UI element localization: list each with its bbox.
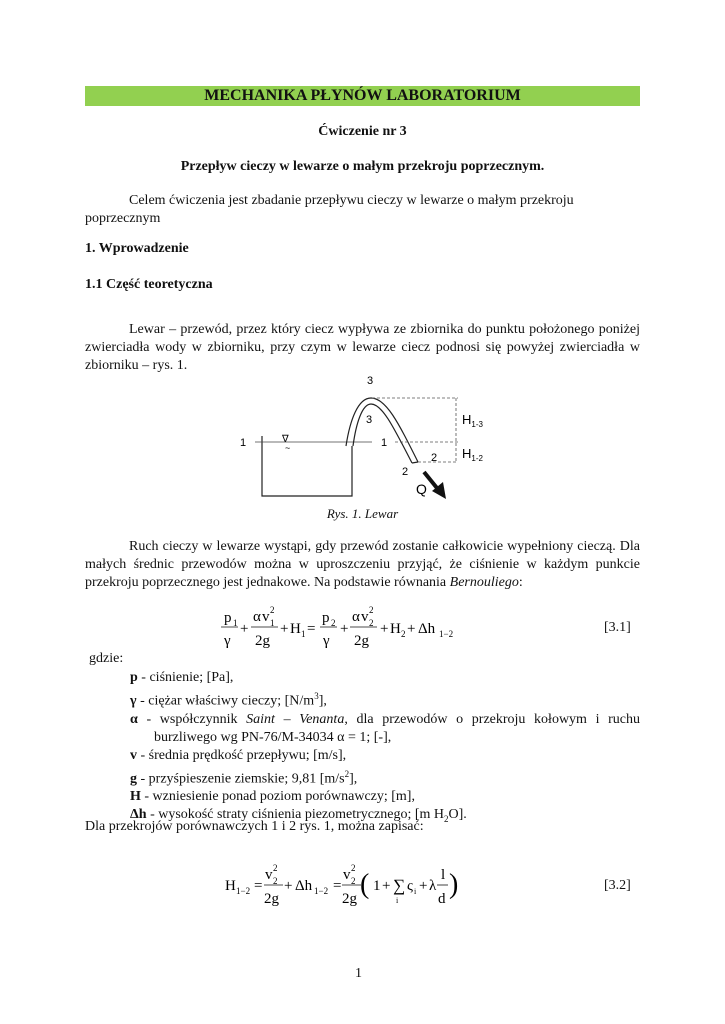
- svg-text:γ: γ: [224, 633, 231, 649]
- svg-text:H: H: [225, 878, 236, 894]
- svg-text:2: 2: [369, 618, 374, 628]
- page-number: 1: [355, 966, 362, 981]
- tank-outline: [262, 436, 352, 496]
- svg-text:2: 2: [270, 605, 275, 615]
- svg-text:2: 2: [369, 605, 374, 615]
- definition-g: g - przyśpieszenie ziemskie; 9,81 $[m/s^2]$,: [130, 768, 358, 787]
- definition-alpha: α - współczynnik Saint – Venanta, dla przewodów o przekroju kołowym i ruchu burzliwego wg PN-76/M-34034 α = 1; [-],: [130, 711, 640, 745]
- svg-text:2: 2: [331, 618, 336, 628]
- svg-text:+: +: [380, 621, 389, 637]
- symbol-definitions: [130, 669, 640, 828]
- svg-text:λ: λ: [429, 878, 437, 894]
- label-section-1-right: 1: [381, 437, 388, 449]
- intro-paragraph: Celem ćwiczenia jest zbadanie przepływu cieczy w lewarze o małym przekroju poprzecznym: [85, 193, 574, 226]
- svg-text:α: α: [352, 609, 360, 625]
- svg-text:2: 2: [273, 876, 278, 886]
- label-section-3-mid: 3: [366, 414, 373, 426]
- exercise-title: Przepływ cieczy w lewarze o małym przekroju poprzecznym.: [180, 159, 545, 174]
- equation-3-2-number: [3.2]: [604, 878, 631, 893]
- svg-text:+: +: [280, 621, 289, 637]
- svg-text:=: =: [254, 878, 263, 894]
- label-section-1-left: 1: [240, 437, 247, 449]
- svg-text:1: 1: [301, 629, 306, 639]
- svg-text:2: 2: [401, 629, 406, 639]
- svg-text:v: v: [361, 609, 369, 625]
- section-1-1-heading: 1.1 Część teoretyczna: [85, 277, 213, 292]
- svg-text:2g: 2g: [342, 891, 357, 907]
- svg-text:1−2: 1−2: [439, 629, 454, 639]
- svg-text:p: p: [224, 610, 232, 626]
- svg-text:1−2: 1−2: [314, 886, 329, 896]
- label-section-2-a: 2: [431, 452, 438, 464]
- svg-text:v: v: [262, 609, 270, 625]
- svg-text:2g: 2g: [255, 633, 270, 649]
- svg-text:): ): [449, 869, 459, 900]
- water-wave-icon: ~: [285, 443, 291, 453]
- label-section-3-top: 3: [367, 375, 374, 387]
- svg-text:+: +: [407, 621, 416, 637]
- exercise-number: Ćwiczenie nr 3: [318, 124, 407, 139]
- definition-p: p - ciśnienie; [Pa],: [130, 670, 234, 685]
- comparison-paragraph: Dla przekrojów porównawczych 1 i 2 rys. 1, można zapisać:: [85, 819, 424, 834]
- svg-text:i: i: [396, 896, 399, 905]
- where-label: gdzie:: [89, 651, 124, 666]
- definition-gamma: γ - ciężar właściwy cieczy; $[N/m^3]$,: [130, 691, 327, 709]
- svg-text:Δh: Δh: [418, 621, 436, 637]
- svg-text:l: l: [441, 867, 446, 883]
- bernoulli-intro-paragraph: Ruch cieczy w lewarze wystąpi, gdy przewód zostanie całkowicie wypełniony cieczą. Dla małych średnic przewodów można w uproszczeniu przyjąć, że ciśnienie w każdym punkcie przekroju poprzecznego jest jednakowe. Na podstawie równania Bernouliego:: [85, 539, 640, 590]
- svg-text:2: 2: [273, 863, 278, 873]
- svg-text:1: 1: [270, 618, 275, 628]
- equation-3-1: [215, 600, 475, 650]
- svg-text:+: +: [340, 621, 349, 637]
- svg-text:p: p: [322, 610, 330, 626]
- svg-text:2: 2: [351, 863, 356, 873]
- label-h13: $H_{1-3}$: [462, 412, 483, 429]
- svg-text:∑: ∑: [393, 876, 406, 895]
- siphon-definition-paragraph: Lewar – przewód, przez który ciecz wypływa ze zbiornika do punktu położonego poniżej zwierciadła wody w zbiorniku, przy czym w lewarze ciecz podnosi się powyżej zwierciadła w zbiorniku – rys. 1.: [85, 322, 640, 373]
- definition-v: v - średnia prędkość przepływu; [m/s],: [130, 747, 347, 763]
- equation-3-1-number: [3.1]: [604, 620, 631, 635]
- svg-text:2g: 2g: [354, 633, 369, 649]
- water-level-icon: ∇: [282, 434, 289, 445]
- svg-text:Δh: Δh: [295, 878, 313, 894]
- svg-text:γ: γ: [323, 633, 330, 649]
- definition-h: H - wzniesienie ponad poziom porównawczy; [m],: [130, 789, 415, 805]
- svg-text:=: =: [333, 878, 342, 894]
- label-flow-q: Q: [416, 481, 427, 497]
- section-1-heading: 1. Wprowadzenie: [85, 241, 189, 256]
- siphon-figure: [230, 368, 483, 503]
- figure-caption: Rys. 1. Lewar: [326, 506, 399, 521]
- svg-text:1: 1: [373, 878, 381, 894]
- svg-text:(: (: [360, 869, 370, 900]
- svg-text:i: i: [414, 887, 417, 896]
- definition-dh: Δh - wysokość straty ciśnienia piezometrycznego; [m $H_2O$].: [130, 807, 467, 825]
- svg-text:=: =: [307, 621, 316, 637]
- svg-text:+: +: [382, 878, 391, 894]
- svg-text:d: d: [438, 891, 446, 907]
- svg-text:+: +: [240, 621, 249, 637]
- svg-text:+: +: [284, 878, 293, 894]
- svg-text:1: 1: [233, 618, 238, 628]
- label-section-2-b: 2: [402, 466, 409, 478]
- svg-text:+: +: [419, 878, 428, 894]
- svg-text:2g: 2g: [264, 891, 279, 907]
- svg-text:H: H: [290, 621, 301, 637]
- svg-text:H: H: [390, 621, 401, 637]
- svg-text:α: α: [253, 609, 261, 625]
- svg-text:1−2: 1−2: [236, 886, 251, 896]
- svg-text:ς: ς: [407, 878, 413, 894]
- svg-text:v: v: [265, 867, 273, 883]
- equation-3-2: [215, 858, 475, 910]
- svg-text:v: v: [343, 867, 351, 883]
- document-header: MECHANIKA PŁYNÓW LABORATORIUM: [85, 86, 640, 106]
- label-h12: $H_{1-2}$: [462, 446, 483, 463]
- svg-text:2: 2: [351, 876, 356, 886]
